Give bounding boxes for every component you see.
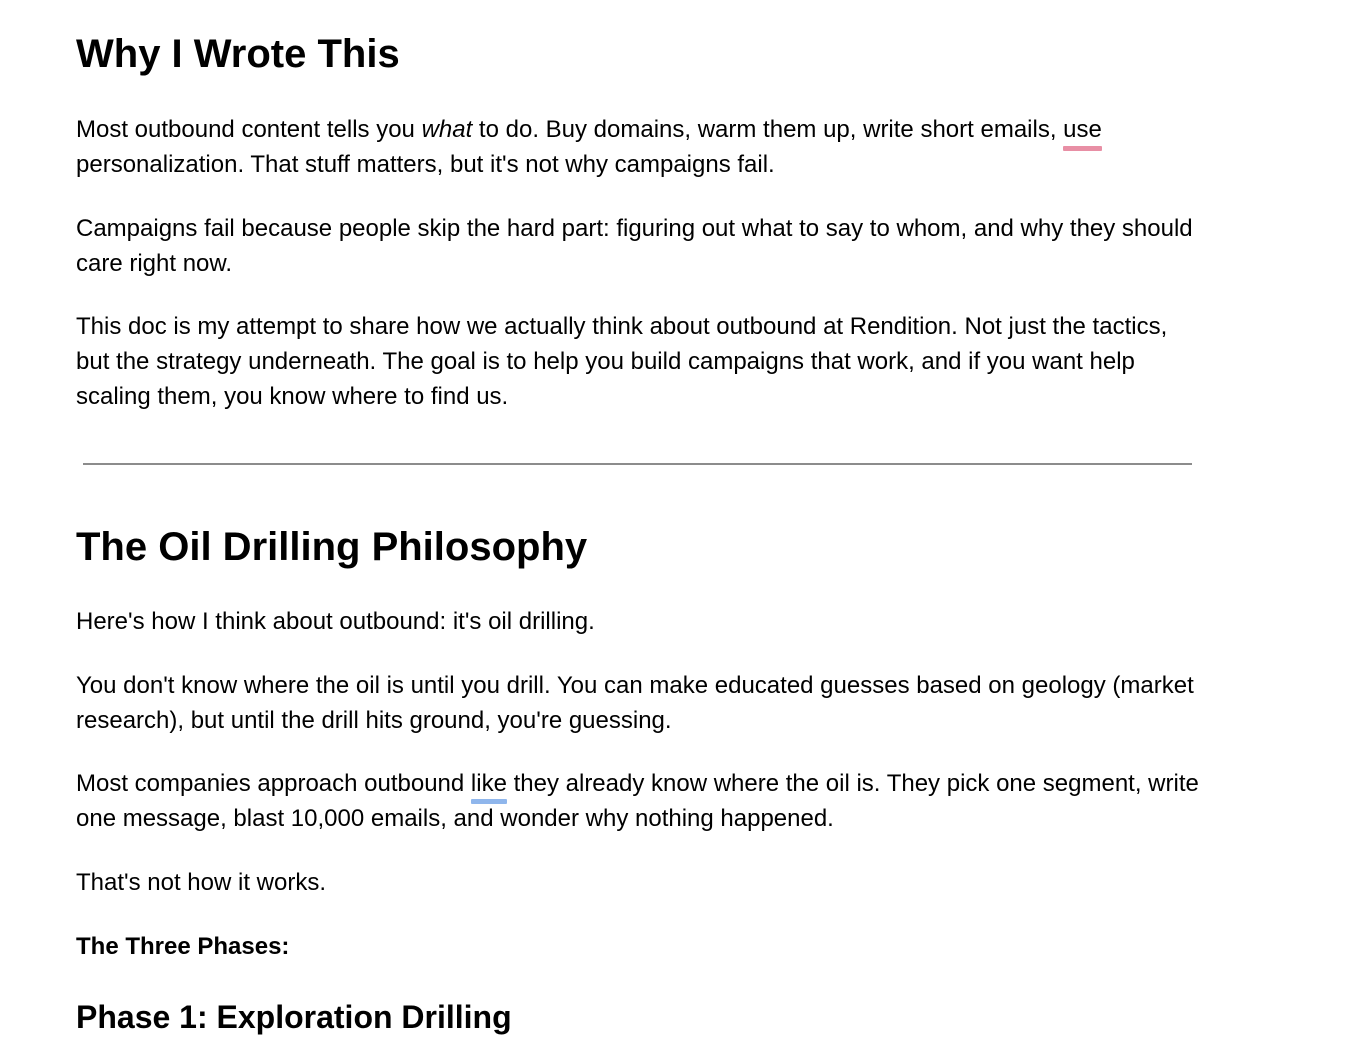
horizontal-divider bbox=[83, 463, 1192, 465]
paragraph-campaigns-fail: Campaigns fail because people skip the hard part: figuring out what to say to whom, and why they should care right now. bbox=[76, 215, 1193, 277]
spellcheck-flagged-word[interactable]: use bbox=[1063, 112, 1102, 147]
paragraph-most-companies-text-b: they already know where the oil is. They pick one segment, write one message, blast 10,000 emails, and wonder why nothing happened. bbox=[76, 770, 1199, 832]
section-heading-why-i-wrote-this: Why I Wrote This bbox=[76, 32, 400, 76]
emphasis-what: what bbox=[421, 116, 473, 143]
paragraph-not-how-it-works: That's not how it works. bbox=[76, 869, 327, 896]
paragraph-intro bbox=[76, 112, 1206, 182]
paragraph-intro-text-a: Most outbound content tells you bbox=[76, 116, 422, 143]
paragraph-intro-text-c: personalization. That stuff matters, but it's not why campaigns fail. bbox=[76, 151, 775, 178]
grammar-flagged-word[interactable]: like bbox=[471, 766, 507, 801]
paragraph-intro-text-b: to do. Buy domains, warm them up, write short emails, bbox=[472, 116, 1064, 143]
paragraph-doc-purpose: This doc is my attempt to share how we actually think about outbound at Rendition. Not just the tactics, but the strategy underneath. The goal is to help you build campaigns that work, and if you want help scaling them, you know where to find us. bbox=[76, 313, 1168, 410]
subheading-phase-1: Phase 1: Exploration Drilling bbox=[76, 999, 512, 1035]
paragraph-most-companies-text-a: Most companies approach outbound bbox=[76, 770, 471, 797]
paragraph-dont-know-oil: You don't know where the oil is until you drill. You can make educated guesses based on geology (market research), but until the drill hits ground, you're guessing. bbox=[76, 672, 1194, 734]
paragraph-oil-drilling-intro: Here's how I think about outbound: it's oil drilling. bbox=[76, 608, 595, 635]
paragraph-most-companies bbox=[76, 766, 1206, 836]
bold-label-three-phases: The Three Phases: bbox=[76, 933, 290, 960]
section-heading-oil-drilling: The Oil Drilling Philosophy bbox=[76, 525, 588, 569]
